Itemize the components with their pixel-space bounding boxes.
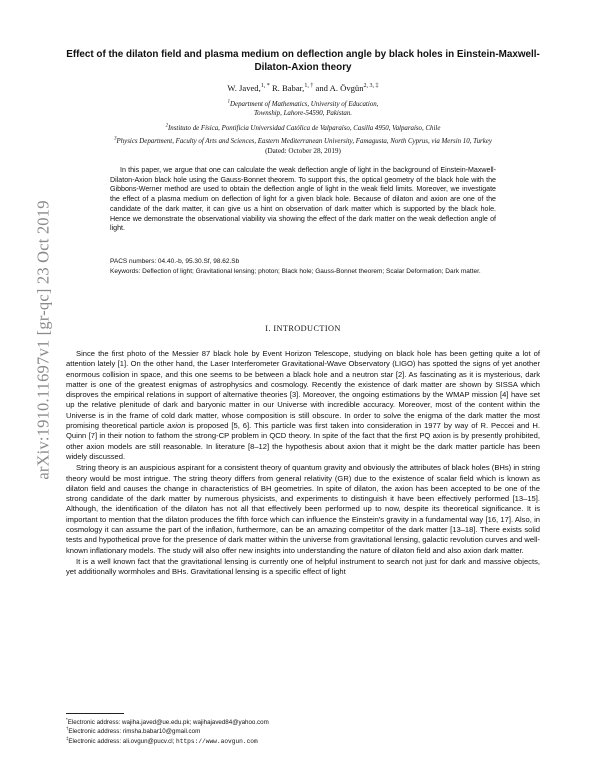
footnote-divider — [66, 713, 124, 714]
paper-title: Effect of the dilaton field and plasma medium on deflection angle by black holes in Einstein-Maxwell-Dilaton-Axion theory — [66, 49, 540, 73]
section-heading-introduction: I. INTRODUCTION — [265, 324, 341, 333]
pacs-numbers: PACS numbers: 04.40.-b, 95.30.Sf, 98.62.Sb — [110, 258, 240, 265]
arxiv-side-stamp — [24, 130, 64, 550]
author-list — [66, 83, 540, 93]
date-line: (Dated: October 28, 2019) — [265, 147, 341, 155]
affiliation-2: $^2$Instituto de Física, Pontificia Universidad Católica de Valparaíso, Casilla 4950, Valparaíso, Chile — [165, 123, 441, 132]
paragraph: Since the first photo of the Messier 87 black hole by Event Horizon Telescope, studying on black hole has been getting quite a lot of attention lately [1]. On the other hand, the Laser Interferometer Gravitational-Wave Observatory (LIGO) has spotted the signs of yet another enormous collision in space, and this one seems to be between a black hole and a neutron star [2]. As fascinating as it is mysterious, dark matter is one of the greatest enigmas of astrophysics and cosmology. Recently the existence of dark matter are shown by SISSA which disproves the empirical relations in support of alternative theories [3]. Moreover, the ongoing estimations by the WMAP mission [4] have set up the relative plenitude of dark and baryonic matter in our Universe with incredible accuracy. Moreover, most of the content within the Universe is in the frame of cold dark matter, whose composition is still obscure. In order to solve the enigma of the dark matter the most promising theoretical particle axion is proposed [5, 6]. This particle was first taken into consideration in 1977 by way of R. Peccei and H. Quinn [7] in their notion to fathom the strong-CP problem in QCD theory. In spite of the fact that the first PQ axion is by presently prohibited, other axion models are still reasonable. In literature [8–12] the hypothesis about axion that it might be the dark matter particle has been widely discussed. — [66, 349, 540, 461]
author-name: W. Javed, — [227, 83, 261, 93]
arxiv-identifier: arXiv:1910.11697v1 [gr-qc] 23 Oct 2019 — [34, 200, 53, 480]
paragraph: String theory is an auspicious aspirant for a consistent theory of quantum gravity and obviously the attributes of black holes (BHs) in string theory would be most intrigue. The string theory differs from general relativity (GR) due to the existence of scalar field which is known as dilaton field and causes the change in characteristics of BH geometries. In spite of dilaton, the axion has been accepted to be one of the strong candidate of the dark matter by numerous physicists, and experiments to distinguish it have been effectively performed [13–15]. Although, the identification of the dilaton has not all that effectively been performed up to now, despite its theoretical significance. It is important to mention that the dilaton produces the fifth force which can influence the Einstein's gravity in a fundamental way [16, 17]. Also, in cosmology it can assume the part of the inflation, furthermore, can be an amazing competitor of the dark matter [13–18]. There exists solid tests and hypothetical prove for the presence of dark matter within the universe from gravitational lensing, galactic revolution curves and well-known inflationary models. The study will also offer new insights into understanding the nature of dilaton field and also axion dark matter. — [66, 463, 541, 555]
footnote: *Electronic address: wajiha.javed@ue.edu.pk; wajihajaved84@yahoo.com — [66, 716, 269, 726]
footnotes — [66, 718, 540, 746]
affiliation-1: $^1$Department of Mathematics, University of Education, Township, Lahore-54590, Pakistan. — [227, 99, 379, 117]
author-marks: 1, * — [260, 83, 270, 90]
homepage-link[interactable]: https://www.aovgun.com — [176, 737, 258, 745]
emphasis: axion — [167, 421, 186, 431]
keywords: Keywords: Deflection of light; Gravitational lensing; photon; Black hole; Gauss-Bonnet theorem; Scalar Deformation; Dark matter. — [110, 268, 481, 275]
author-name: R. Babar, — [271, 83, 305, 93]
footnote: ‡Electronic address: ali.ovgun@pucv.cl; https://www.aovgun.com — [66, 735, 258, 745]
affiliation-3: $^3$Physics Department, Faculty of Arts and Sciences, Eastern Mediterranean University, Famagusta, North Cyprus, via Mersin 10, Turkey — [114, 136, 492, 145]
footnote: †Electronic address: rimsha.babar10@gmail.com — [66, 726, 201, 736]
author-marks: 2, 3, ‡ — [363, 83, 379, 90]
author-conjunction: and — [315, 83, 328, 93]
abstract: In this paper, we argue that one can calculate the weak deflection angle of light in the background of Einstein-Maxwell-Dilaton-Axion black hole using the Gauss-Bonnet theorem. To support this, the optical geometry of the black hole with the Gibbons-Werner method are used to obtain the deflection angle of light in the weak field limits. Moreover, we investigate the effect of a plasma medium on deflection of light for a given black hole. Because of dilaton and axion are one of the candidate of the dark matter, it can give us a hint on observation of dark matter which is supported by the black hole. Hence we demonstrate the observational viability via showing the effect of the dark matter on the weak deflection angle of light. — [110, 166, 496, 233]
introduction-body — [66, 349, 540, 579]
author-marks: 1, † — [304, 83, 314, 90]
paragraph: It is a well known fact that the gravitational lensing is currently one of helpful instrument to search not just for dark and massive objects, yet additionally wormholes and BHs. Gravitational lensing is a specific effect of light — [66, 556, 540, 577]
author-name: A. Övgün — [329, 83, 364, 93]
